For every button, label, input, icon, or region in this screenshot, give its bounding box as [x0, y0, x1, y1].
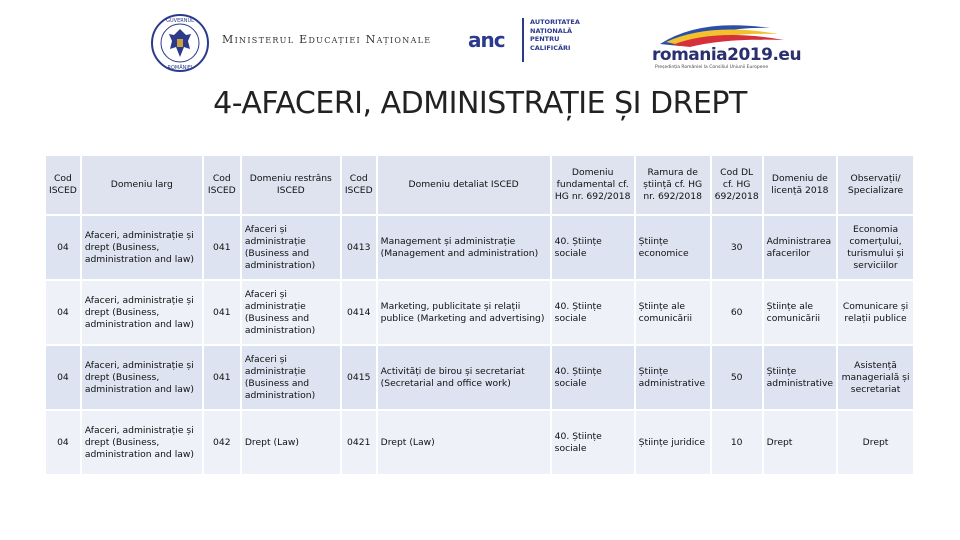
header-cell: Cod ISCED	[46, 156, 80, 214]
table-cell: 04	[46, 281, 80, 344]
table-row	[46, 281, 913, 344]
header-cell: Cod ISCED	[204, 156, 240, 214]
table-header-row	[46, 156, 913, 214]
header-cell: Domeniu detaliat ISCED	[378, 156, 550, 214]
table-cell: 041	[204, 216, 240, 279]
svg-text:GUVERNUL: GUVERNUL	[166, 18, 194, 24]
table-row	[46, 346, 913, 409]
table-cell: Științe administrative	[636, 346, 710, 409]
table-cell: Administrarea afacerilor	[764, 216, 836, 279]
table-cell: Drept (Law)	[378, 411, 550, 474]
table-row	[46, 216, 913, 279]
table-cell: Afaceri și administrație (Business and administration)	[242, 281, 340, 344]
table-cell: Afaceri, administrație și drept (Business, administration and law)	[82, 411, 202, 474]
table-cell: 50	[712, 346, 762, 409]
anc-divider	[522, 18, 524, 62]
table-cell: Afaceri, administrație și drept (Business, administration and law)	[82, 216, 202, 279]
table-cell: 041	[204, 346, 240, 409]
table-cell: 04	[46, 346, 80, 409]
table-cell: Comunicare și relații publice	[838, 281, 913, 344]
anc-logo-text: anc	[468, 28, 505, 52]
table-cell: Marketing, publicitate și relații publice (Marketing and advertising)	[378, 281, 550, 344]
page-title: 4-AFACERI, ADMINISTRAȚIE ȘI DREPT	[213, 86, 747, 121]
romania2019-tagline: Președinția României la Consiliul Uniunii Europene	[655, 65, 769, 70]
government-seal-icon	[150, 13, 210, 73]
table-cell: Drept	[764, 411, 836, 474]
table-cell: Management și administrație (Management and administration)	[378, 216, 550, 279]
table-cell: Activități de birou și secretariat (Secretarial and office work)	[378, 346, 550, 409]
header-cell: Domeniu de licență 2018	[764, 156, 836, 214]
table-cell: 0421	[342, 411, 376, 474]
table-cell: 0413	[342, 216, 376, 279]
table-cell: Asistență managerială și secretariat	[838, 346, 913, 409]
table-cell: Afaceri, administrație și drept (Business, administration and law)	[82, 281, 202, 344]
table-cell: 60	[712, 281, 762, 344]
table-cell: Afaceri și administrație (Business and administration)	[242, 216, 340, 279]
header-cell: Observații/ Specializare	[838, 156, 913, 214]
table-cell: Afaceri, administrație și drept (Business, administration and law)	[82, 346, 202, 409]
anc-name: AUTORITATEA NAȚIONALĂ PENTRU CALIFICĂRI	[530, 18, 580, 52]
table-cell: 0415	[342, 346, 376, 409]
header-cell: Ramura de știință cf. HG nr. 692/2018	[636, 156, 710, 214]
table-cell: 042	[204, 411, 240, 474]
table-cell: Științe administrative	[764, 346, 836, 409]
table-cell: 04	[46, 411, 80, 474]
header-cell: Domeniu larg	[82, 156, 202, 214]
svg-text:ROMÂNIEI: ROMÂNIEI	[167, 65, 193, 71]
table-cell: Științe economice	[636, 216, 710, 279]
table-cell: Drept (Law)	[242, 411, 340, 474]
table-cell: 40. Științe sociale	[552, 216, 634, 279]
table-cell: Științe ale comunicării	[636, 281, 710, 344]
table-cell: Economia comerțului, turismului și serviciilor	[838, 216, 913, 279]
table-cell: 04	[46, 216, 80, 279]
table-cell: 0414	[342, 281, 376, 344]
romania2019-logo: romania2019.eu	[652, 45, 802, 65]
table-cell: 041	[204, 281, 240, 344]
isced-correspondence-table	[44, 154, 915, 476]
header-cell: Domeniu fundamental cf. HG nr. 692/2018	[552, 156, 634, 214]
table-cell: 40. Științe sociale	[552, 346, 634, 409]
table-cell: Drept	[838, 411, 913, 474]
table-cell: 10	[712, 411, 762, 474]
table-cell: 40. Științe sociale	[552, 411, 634, 474]
table-cell: 30	[712, 216, 762, 279]
header-cell: Cod ISCED	[342, 156, 376, 214]
table-cell: Științe ale comunicării	[764, 281, 836, 344]
table-cell: Științe juridice	[636, 411, 710, 474]
table-row	[46, 411, 913, 474]
header-cell: Domeniu restrâns ISCED	[242, 156, 340, 214]
table-cell: 40. Științe sociale	[552, 281, 634, 344]
table-cell: Afaceri și administrație (Business and administration)	[242, 346, 340, 409]
logo-bar	[0, 0, 960, 80]
header-cell: Cod DL cf. HG 692/2018	[712, 156, 762, 214]
anc-logo-mark	[468, 28, 505, 52]
ministry-name: Ministerul Educației Naționale	[222, 33, 432, 46]
